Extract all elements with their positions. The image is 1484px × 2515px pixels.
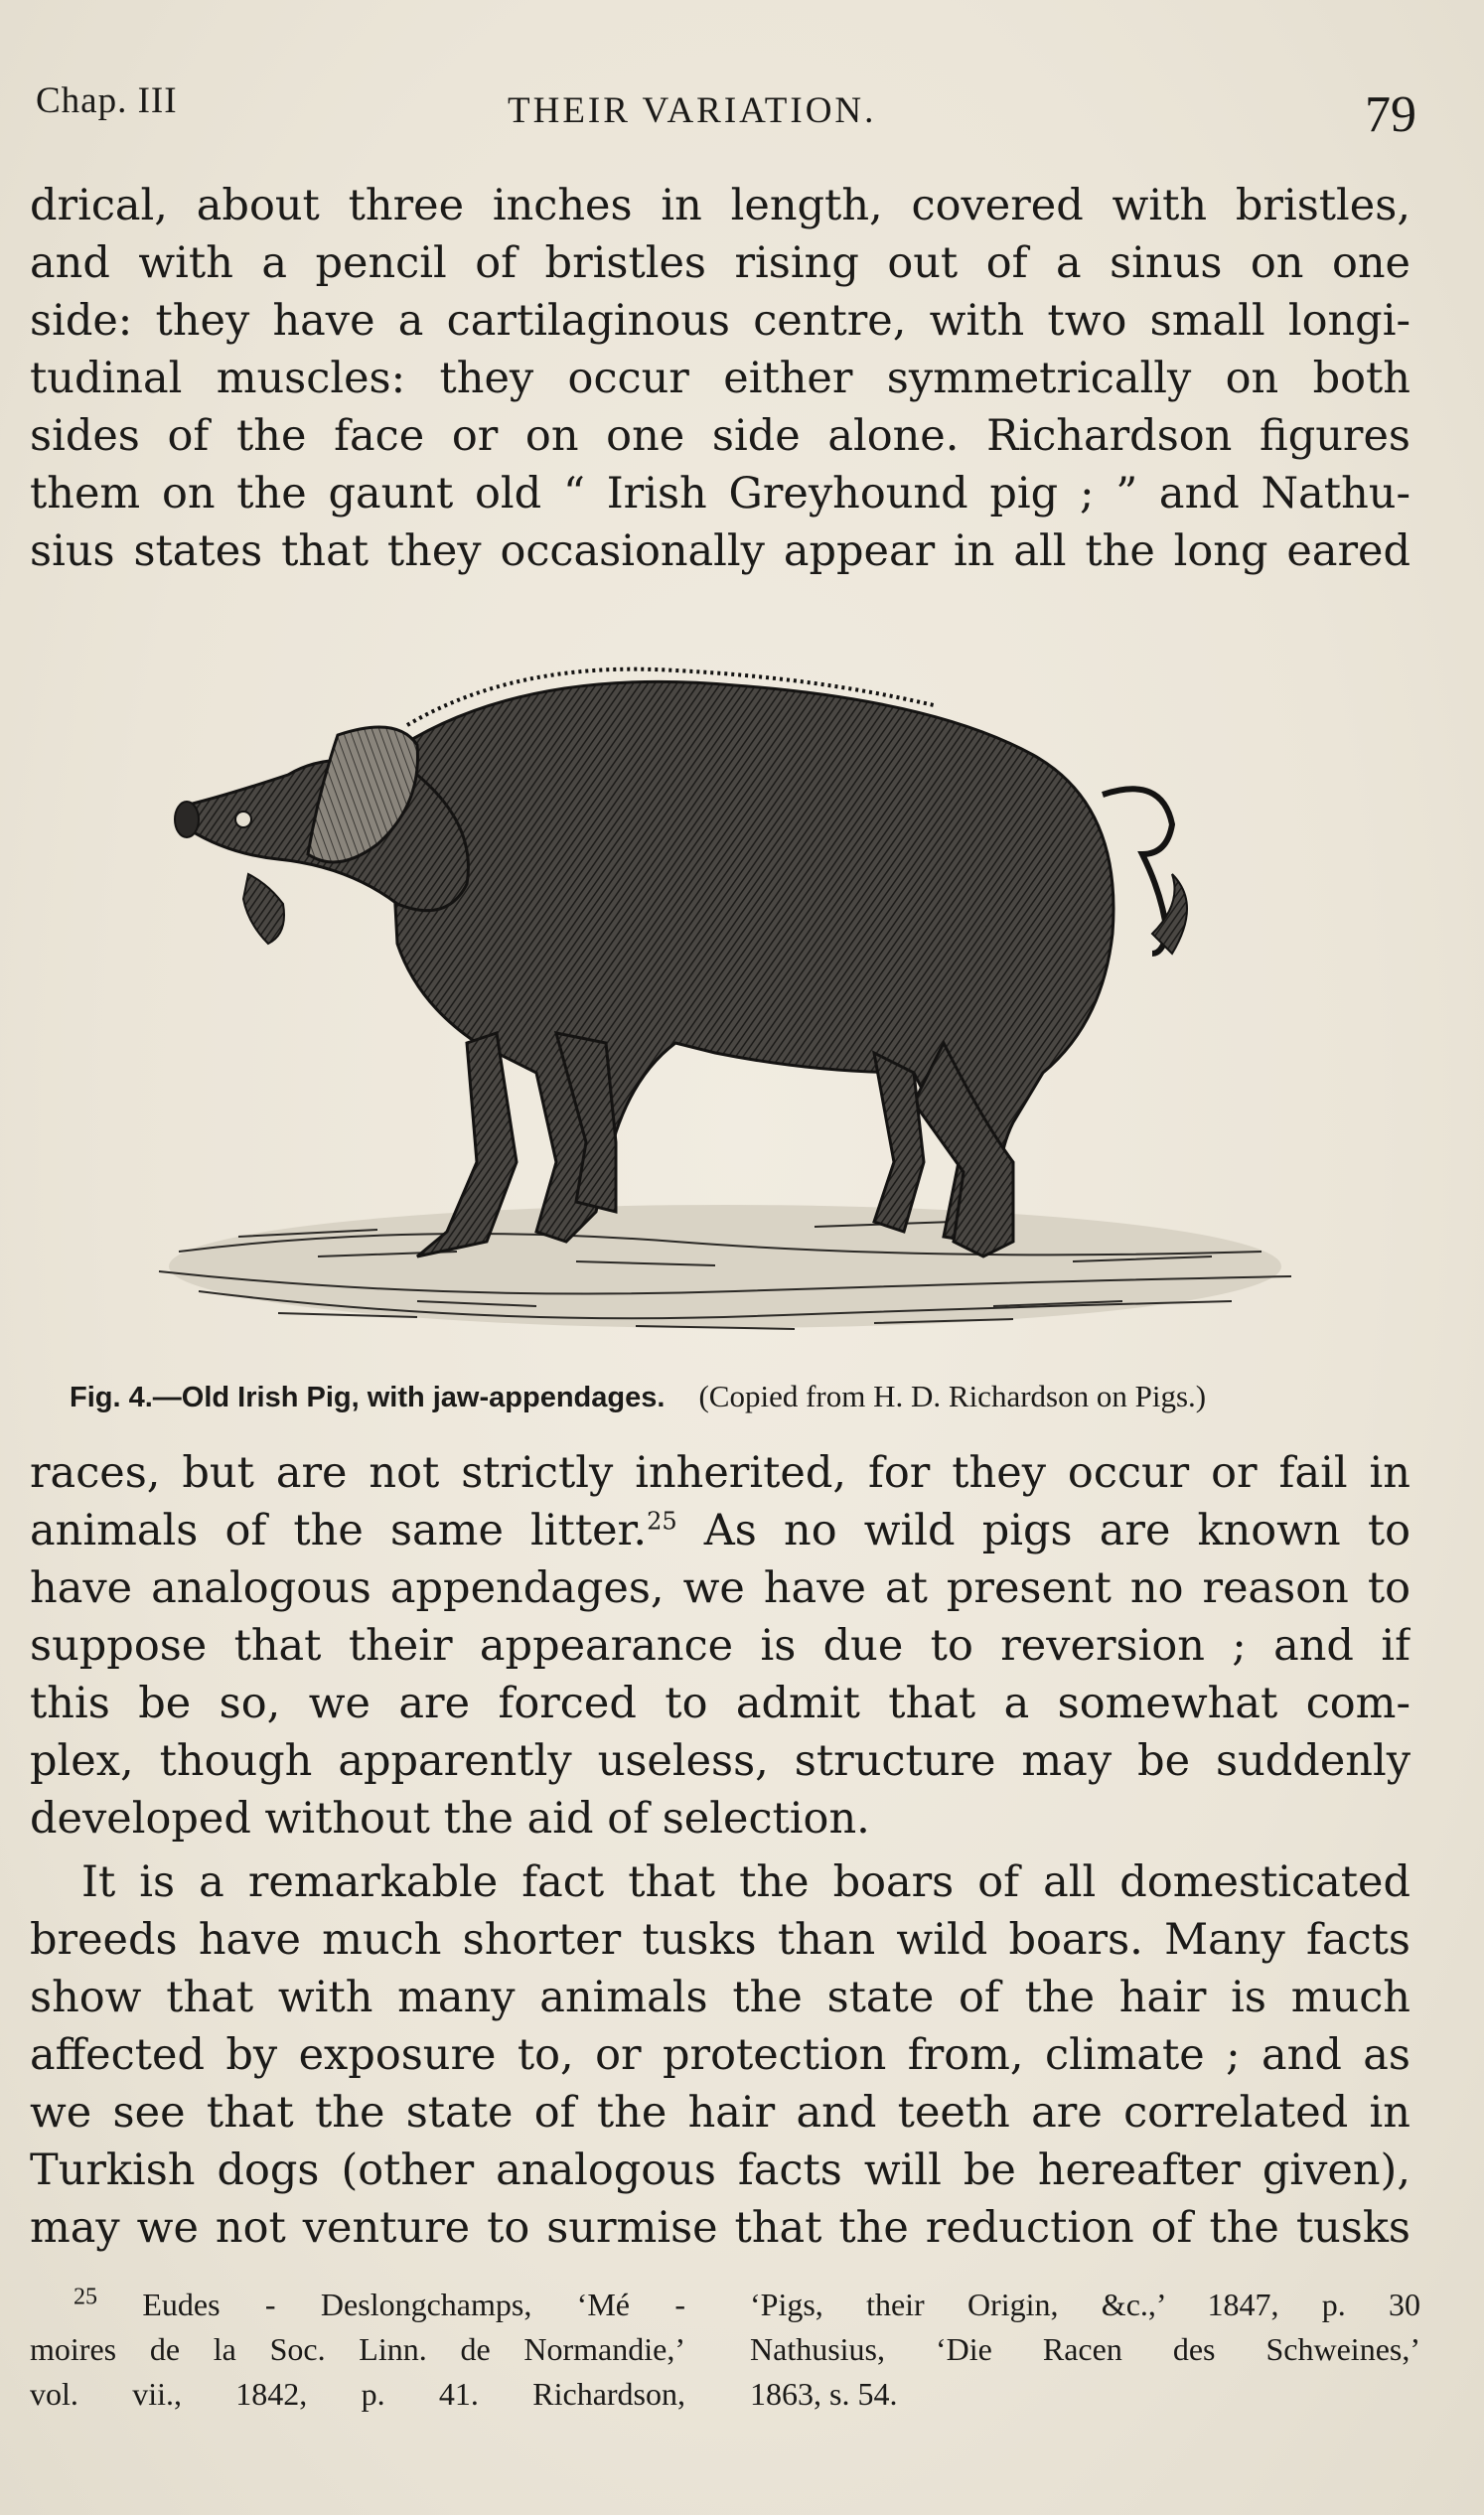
text-line: tudinal muscles: they occur either symmetrically on both — [30, 354, 1410, 403]
footnote-right-column — [750, 2283, 1420, 2417]
text-line: drical, about three inches in length, covered with bristles, — [30, 181, 1410, 230]
bottom-paragraph — [30, 1853, 1410, 2257]
footnote-line — [30, 2283, 685, 2327]
figure-label: Fig. 4.—Old Irish Pig, with jaw-appendages. — [70, 1382, 666, 1413]
page-number: 79 — [1365, 86, 1416, 143]
text-line: this be so, we are forced to admit that a somewhat com- — [30, 1679, 1410, 1728]
footnote-line: vol. vii., 1842, p. 41. Richardson, — [30, 2376, 685, 2412]
pig-engraving — [119, 606, 1301, 1361]
chapter-label: Chap. III — [36, 80, 178, 121]
figure-caption — [70, 1379, 1371, 1414]
text-line: plex, though apparently useless, structure may be suddenly — [30, 1736, 1410, 1786]
text-line: have analogous appendages, we have at present no reason to — [30, 1563, 1410, 1613]
footnote-text: Eudes - Deslongchamps, ‘Mé - — [142, 2287, 686, 2322]
footnote-line: 1863, s. 54. — [750, 2376, 898, 2412]
top-paragraph — [30, 177, 1410, 580]
footnote-line: Nathusius, ‘Die Racen des Schweines,’ — [750, 2331, 1420, 2367]
ground-straw — [159, 1205, 1291, 1329]
text-line: may we not venture to surmise that the reduction of the tusks — [30, 2203, 1410, 2253]
text-fragment: As no wild pigs are known to — [676, 1506, 1410, 1555]
text-line: show that with many animals the state of the hair is much — [30, 1973, 1410, 2022]
jaw-appendage — [243, 874, 284, 944]
footnotes — [30, 2283, 1420, 2422]
footnote-number: 25 — [74, 2284, 97, 2310]
footnote-left-column — [30, 2283, 685, 2417]
text-line: developed without the aid of selection. — [30, 1794, 870, 1844]
footnote-line: moires de la Soc. Linn. de Normandie,’ — [30, 2331, 685, 2367]
text-line: side: they have a cartilaginous centre, with two small longi- — [30, 296, 1410, 346]
text-fragment: animals of the same litter. — [30, 1506, 648, 1555]
text-line: sides of the face or on one side alone. Richardson figures — [30, 411, 1410, 461]
text-line: It is a remarkable fact that the boars of all domesticated — [81, 1857, 1410, 1907]
middle-paragraph — [30, 1444, 1410, 1848]
running-title: THEIR VARIATION. — [508, 90, 877, 131]
running-header — [36, 72, 1416, 151]
text-line: them on the gaunt old “ Irish Greyhound pig ; ” and Nathu- — [30, 469, 1410, 518]
footnote-line: ‘Pigs, their Origin, &c.,’ 1847, p. 30 — [750, 2287, 1420, 2322]
footnote-ref: 25 — [647, 1507, 677, 1536]
text-line: we see that the state of the hair and teeth are correlated in — [30, 2088, 1410, 2138]
text-line — [30, 1502, 1410, 1559]
text-line: suppose that their appearance is due to reversion ; and if — [30, 1621, 1410, 1671]
text-line: sius states that they occasionally appear in all the long eared — [30, 526, 1410, 576]
text-line: breeds have much shorter tusks than wild boars. Many facts — [30, 1915, 1410, 1965]
text-line: Turkish dogs (other analogous facts will be hereafter given), — [30, 2145, 1410, 2195]
text-line: races, but are not strictly inherited, for they occur or fail in — [30, 1448, 1410, 1498]
figure-credit: (Copied from H. D. Richardson on Pigs.) — [698, 1379, 1207, 1413]
text-line: affected by exposure to, or protection from, climate ; and as — [30, 2030, 1410, 2080]
text-line: and with a pencil of bristles rising out of a sinus on one — [30, 238, 1410, 288]
